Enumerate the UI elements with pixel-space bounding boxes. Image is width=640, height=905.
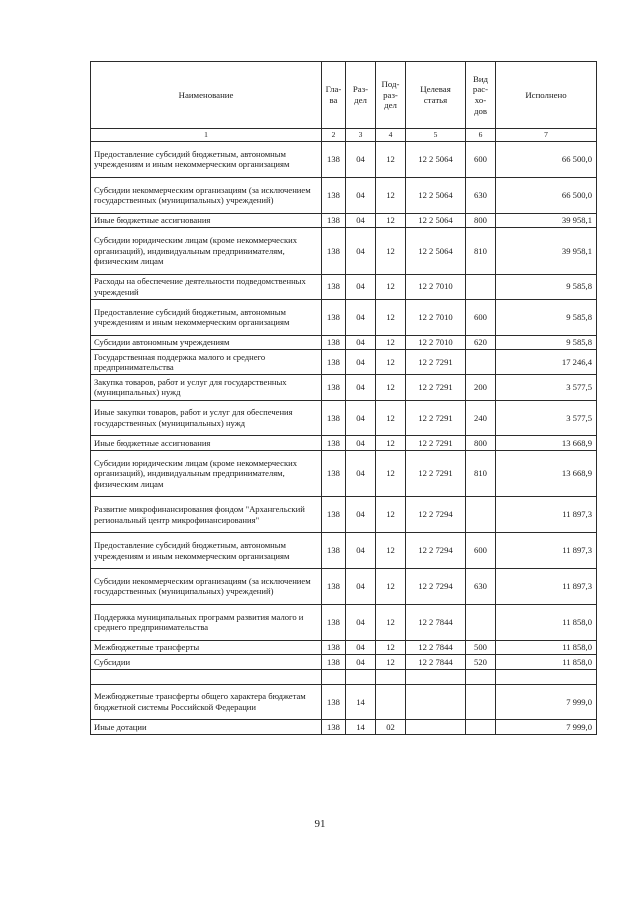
table-row xyxy=(91,299,597,335)
cell-expense-type: 810 xyxy=(466,228,496,274)
cell-expense-type: 600 xyxy=(466,533,496,569)
cell-target-article: 12 2 7291 xyxy=(406,400,466,436)
cell-name: Развитие микрофинансирования фондом "Архангельский региональный центр микрофинансирования" xyxy=(91,497,322,533)
table-row xyxy=(91,450,597,496)
cell-target-article: 12 2 7291 xyxy=(406,436,466,451)
empty-cell xyxy=(346,669,376,684)
table-row xyxy=(91,436,597,451)
cell-section: 04 xyxy=(346,142,376,178)
table-spacer-row xyxy=(91,669,597,684)
cell-target-article: 12 2 7844 xyxy=(406,640,466,655)
empty-cell xyxy=(406,669,466,684)
cell-name: Предоставление субсидий бюджетным, автономным учреждениям и иным некоммерческим организациям xyxy=(91,533,322,569)
empty-cell xyxy=(496,669,597,684)
table-row xyxy=(91,213,597,228)
cell-name: Субсидии автономным учреждениям xyxy=(91,335,322,350)
table-body xyxy=(91,142,597,735)
cell-expense-type: 630 xyxy=(466,177,496,213)
cell-section: 04 xyxy=(346,436,376,451)
cell-target-article: 12 2 7294 xyxy=(406,533,466,569)
table-row xyxy=(91,684,597,720)
table-header-row xyxy=(91,62,597,129)
cell-subsection: 12 xyxy=(376,497,406,533)
cell-name: Иные закупки товаров, работ и услуг для обеспечения государственных (муниципальных) нужд xyxy=(91,400,322,436)
cell-executed-amount: 9 585,8 xyxy=(496,335,597,350)
header-name: Наименование xyxy=(91,62,322,129)
cell-executed-amount: 11 858,0 xyxy=(496,604,597,640)
header-target-article: Целевая статья xyxy=(406,62,466,129)
cell-expense-type xyxy=(466,684,496,720)
cell-section: 04 xyxy=(346,335,376,350)
cell-target-article: 12 2 7010 xyxy=(406,274,466,299)
column-number: 1 xyxy=(91,129,322,142)
cell-expense-type: 630 xyxy=(466,568,496,604)
empty-cell xyxy=(322,669,346,684)
cell-subsection: 12 xyxy=(376,450,406,496)
cell-expense-type: 800 xyxy=(466,436,496,451)
column-number: 2 xyxy=(322,129,346,142)
cell-target-article: 12 2 7294 xyxy=(406,568,466,604)
table-row xyxy=(91,400,597,436)
cell-name: Межбюджетные трансферты общего характера бюджетам бюджетной системы Российской Федерации xyxy=(91,684,322,720)
cell-expense-type: 800 xyxy=(466,213,496,228)
header-subsection: Под- раз- дел xyxy=(376,62,406,129)
cell-executed-amount: 39 958,1 xyxy=(496,228,597,274)
cell-executed-amount: 11 897,3 xyxy=(496,497,597,533)
cell-subsection: 12 xyxy=(376,177,406,213)
cell-section: 04 xyxy=(346,213,376,228)
cell-subsection: 12 xyxy=(376,533,406,569)
cell-target-article: 12 2 5064 xyxy=(406,142,466,178)
cell-subsection: 12 xyxy=(376,568,406,604)
header-executed: Исполнено xyxy=(496,62,597,129)
page-number: 91 xyxy=(314,818,326,830)
cell-name: Иные бюджетные ассигнования xyxy=(91,213,322,228)
cell-expense-type xyxy=(466,497,496,533)
table-row xyxy=(91,228,597,274)
cell-chapter: 138 xyxy=(322,436,346,451)
cell-executed-amount: 13 668,9 xyxy=(496,450,597,496)
table-row xyxy=(91,655,597,670)
cell-executed-amount: 9 585,8 xyxy=(496,299,597,335)
table-row xyxy=(91,568,597,604)
cell-section: 04 xyxy=(346,350,376,375)
cell-section: 04 xyxy=(346,400,376,436)
empty-cell xyxy=(91,669,322,684)
cell-executed-amount: 3 577,5 xyxy=(496,375,597,400)
cell-chapter: 138 xyxy=(322,350,346,375)
cell-name: Расходы на обеспечение деятельности подведомственных учреждений xyxy=(91,274,322,299)
budget-table-sheet xyxy=(90,61,596,735)
cell-expense-type: 500 xyxy=(466,640,496,655)
cell-section: 04 xyxy=(346,640,376,655)
column-number: 3 xyxy=(346,129,376,142)
budget-execution-table xyxy=(90,61,597,735)
cell-chapter: 138 xyxy=(322,450,346,496)
cell-executed-amount: 3 577,5 xyxy=(496,400,597,436)
cell-executed-amount: 13 668,9 xyxy=(496,436,597,451)
table-row xyxy=(91,497,597,533)
table-row xyxy=(91,142,597,178)
cell-subsection: 12 xyxy=(376,274,406,299)
cell-name: Субсидии юридическим лицам (кроме некоммерческих организаций), индивидуальным предпринимателям, физическим лицам xyxy=(91,228,322,274)
cell-executed-amount: 11 897,3 xyxy=(496,568,597,604)
column-number: 7 xyxy=(496,129,597,142)
cell-name: Иные дотации xyxy=(91,720,322,735)
table-row xyxy=(91,350,597,375)
header-chapter: Гла- ва xyxy=(322,62,346,129)
cell-subsection: 12 xyxy=(376,400,406,436)
cell-section: 04 xyxy=(346,450,376,496)
cell-target-article: 12 2 7010 xyxy=(406,335,466,350)
cell-executed-amount: 11 858,0 xyxy=(496,655,597,670)
cell-chapter: 138 xyxy=(322,274,346,299)
cell-expense-type: 810 xyxy=(466,450,496,496)
table-row xyxy=(91,604,597,640)
cell-name: Субсидии xyxy=(91,655,322,670)
table-row xyxy=(91,177,597,213)
cell-expense-type: 200 xyxy=(466,375,496,400)
cell-chapter: 138 xyxy=(322,299,346,335)
cell-target-article xyxy=(406,720,466,735)
cell-subsection: 12 xyxy=(376,299,406,335)
cell-expense-type: 520 xyxy=(466,655,496,670)
cell-section: 04 xyxy=(346,228,376,274)
cell-subsection: 12 xyxy=(376,436,406,451)
cell-section: 04 xyxy=(346,375,376,400)
cell-target-article xyxy=(406,684,466,720)
cell-subsection: 12 xyxy=(376,228,406,274)
cell-chapter: 138 xyxy=(322,400,346,436)
cell-subsection: 02 xyxy=(376,720,406,735)
table-row xyxy=(91,640,597,655)
cell-target-article: 12 2 7291 xyxy=(406,375,466,400)
cell-expense-type: 600 xyxy=(466,299,496,335)
cell-executed-amount: 11 897,3 xyxy=(496,533,597,569)
table-row xyxy=(91,335,597,350)
cell-executed-amount: 66 500,0 xyxy=(496,142,597,178)
cell-name: Предоставление субсидий бюджетным, автономным учреждениям и иным некоммерческим организациям xyxy=(91,142,322,178)
cell-expense-type: 240 xyxy=(466,400,496,436)
cell-section: 04 xyxy=(346,568,376,604)
cell-section: 14 xyxy=(346,684,376,720)
cell-section: 04 xyxy=(346,604,376,640)
cell-name: Закупка товаров, работ и услуг для государственных (муниципальных) нужд xyxy=(91,375,322,400)
cell-name: Межбюджетные трансферты xyxy=(91,640,322,655)
cell-name: Субсидии юридическим лицам (кроме некоммерческих организаций), индивидуальным предпринимателям, физическим лицам xyxy=(91,450,322,496)
cell-expense-type xyxy=(466,274,496,299)
cell-target-article: 12 2 7291 xyxy=(406,350,466,375)
cell-name: Иные бюджетные ассигнования xyxy=(91,436,322,451)
cell-target-article: 12 2 7844 xyxy=(406,655,466,670)
cell-target-article: 12 2 7294 xyxy=(406,497,466,533)
column-number: 6 xyxy=(466,129,496,142)
cell-subsection: 12 xyxy=(376,640,406,655)
cell-name: Предоставление субсидий бюджетным, автономным учреждениям и иным некоммерческим организациям xyxy=(91,299,322,335)
cell-executed-amount: 7 999,0 xyxy=(496,720,597,735)
cell-target-article: 12 2 7010 xyxy=(406,299,466,335)
table-row xyxy=(91,720,597,735)
cell-chapter: 138 xyxy=(322,640,346,655)
cell-target-article: 12 2 7291 xyxy=(406,450,466,496)
cell-chapter: 138 xyxy=(322,604,346,640)
table-row xyxy=(91,375,597,400)
cell-section: 04 xyxy=(346,533,376,569)
cell-target-article: 12 2 5064 xyxy=(406,177,466,213)
cell-subsection: 12 xyxy=(376,335,406,350)
cell-name: Субсидии некоммерческим организациям (за исключением государственных (муниципальных) учреждений) xyxy=(91,568,322,604)
table-row xyxy=(91,274,597,299)
cell-section: 04 xyxy=(346,655,376,670)
cell-executed-amount: 17 246,4 xyxy=(496,350,597,375)
cell-executed-amount: 66 500,0 xyxy=(496,177,597,213)
cell-chapter: 138 xyxy=(322,335,346,350)
cell-expense-type xyxy=(466,720,496,735)
cell-subsection: 12 xyxy=(376,655,406,670)
cell-chapter: 138 xyxy=(322,655,346,670)
cell-chapter: 138 xyxy=(322,375,346,400)
cell-expense-type: 600 xyxy=(466,142,496,178)
empty-cell xyxy=(376,669,406,684)
cell-executed-amount: 11 858,0 xyxy=(496,640,597,655)
cell-section: 04 xyxy=(346,497,376,533)
cell-name: Государственная поддержка малого и среднего предпринимательства xyxy=(91,350,322,375)
cell-subsection: 12 xyxy=(376,350,406,375)
cell-subsection: 12 xyxy=(376,142,406,178)
column-number-row xyxy=(91,129,597,142)
cell-expense-type xyxy=(466,604,496,640)
table-row xyxy=(91,533,597,569)
cell-section: 14 xyxy=(346,720,376,735)
cell-name: Поддержка муниципальных программ развития малого и среднего предпринимательства xyxy=(91,604,322,640)
cell-subsection: 12 xyxy=(376,213,406,228)
column-number: 4 xyxy=(376,129,406,142)
cell-target-article: 12 2 5064 xyxy=(406,228,466,274)
cell-executed-amount: 7 999,0 xyxy=(496,684,597,720)
cell-expense-type xyxy=(466,350,496,375)
cell-executed-amount: 39 958,1 xyxy=(496,213,597,228)
cell-chapter: 138 xyxy=(322,228,346,274)
column-number: 5 xyxy=(406,129,466,142)
cell-chapter: 138 xyxy=(322,142,346,178)
cell-section: 04 xyxy=(346,177,376,213)
cell-target-article: 12 2 7844 xyxy=(406,604,466,640)
cell-subsection: 12 xyxy=(376,375,406,400)
cell-name: Субсидии некоммерческим организациям (за исключением государственных (муниципальных) учреждений) xyxy=(91,177,322,213)
cell-expense-type: 620 xyxy=(466,335,496,350)
cell-chapter: 138 xyxy=(322,213,346,228)
cell-chapter: 138 xyxy=(322,684,346,720)
cell-chapter: 138 xyxy=(322,720,346,735)
header-section: Раз- дел xyxy=(346,62,376,129)
cell-chapter: 138 xyxy=(322,497,346,533)
cell-target-article: 12 2 5064 xyxy=(406,213,466,228)
cell-executed-amount: 9 585,8 xyxy=(496,274,597,299)
cell-chapter: 138 xyxy=(322,533,346,569)
cell-section: 04 xyxy=(346,299,376,335)
cell-subsection: 12 xyxy=(376,604,406,640)
cell-subsection xyxy=(376,684,406,720)
header-expense-type: Вид рас- хо- дов xyxy=(466,62,496,129)
cell-section: 04 xyxy=(346,274,376,299)
cell-chapter: 138 xyxy=(322,177,346,213)
empty-cell xyxy=(466,669,496,684)
cell-chapter: 138 xyxy=(322,568,346,604)
